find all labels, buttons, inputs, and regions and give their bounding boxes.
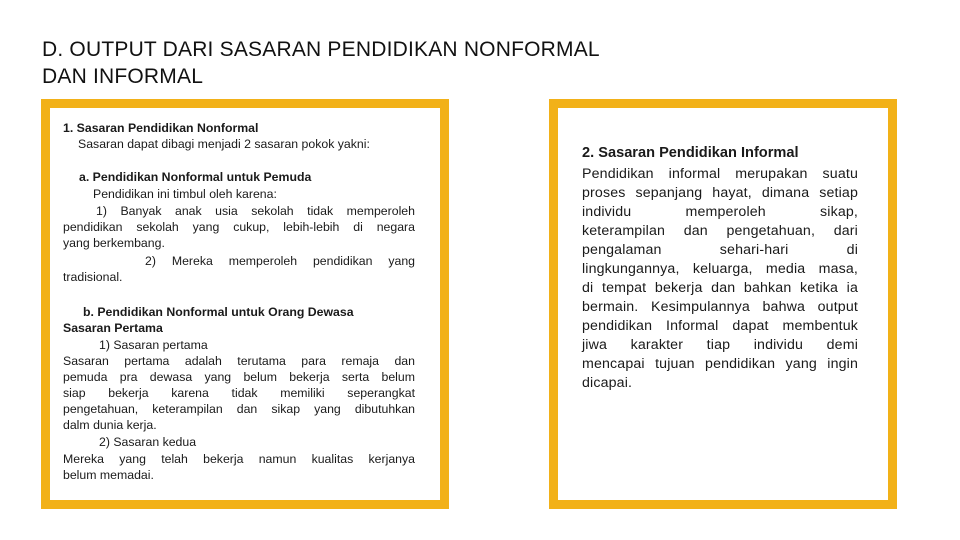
nonformal-intro: Sasaran dapat dibagi menjadi 2 sasaran pokok yakni:: [78, 137, 370, 151]
informal-line: pendidikan Informal dapat membentuk: [582, 318, 858, 334]
section-a-lead: Pendidikan ini timbul oleh karena:: [93, 187, 277, 201]
informal-line: pengalaman sehari-hari di: [582, 242, 858, 258]
section-a-point-1-line-1: 1) Banyak anak usia sekolah tidak memperoleh: [96, 204, 415, 218]
section-b-heading: b. Pendidikan Nonformal untuk Orang Dewasa: [83, 305, 354, 319]
section-a-heading: a. Pendidikan Nonformal untuk Pemuda: [79, 170, 312, 184]
page-title-line-1: D. OUTPUT DARI SASARAN PENDIDIKAN NONFORMAL: [42, 38, 600, 61]
informal-line: dicapai.: [582, 375, 633, 391]
target-2-line-1: Mereka yang telah bekerja namun kualitas kerjanya: [63, 452, 415, 466]
informal-line: jiwa karakter tiap individu demi: [582, 337, 858, 353]
page-title-line-2: DAN INFORMAL: [42, 65, 204, 88]
informal-card: [549, 99, 897, 509]
informal-line: individu memperoleh sikap,: [582, 204, 858, 220]
informal-line: mencapai tujuan pendidikan yang ingin: [582, 356, 858, 372]
section-a-point-1-line-2: pendidikan sekolah yang cukup, lebih-lebih di negara: [63, 220, 415, 234]
section-a-point-2-line-1: 2) Mereka memperoleh pendidikan yang: [145, 254, 415, 268]
section-a-point-2-line-2: tradisional.: [63, 270, 123, 284]
target-1-line-5: dalm dunia kerja.: [63, 418, 157, 432]
nonformal-heading: 1. Sasaran Pendidikan Nonformal: [63, 121, 259, 135]
nonformal-card: [41, 99, 449, 509]
target-1-line-4: pengetahuan, keterampilan dan sikap yang dibutuhkan: [63, 402, 415, 416]
informal-line: Pendidikan informal merupakan suatu: [582, 166, 858, 182]
target-1-line-1: Sasaran pertama adalah terutama para remaja dan: [63, 354, 415, 368]
informal-line: bermain. Kesimpulannya bahwa output: [582, 299, 858, 315]
target-2-line-2: belum memadai.: [63, 468, 154, 482]
target-1-line-3: siap bekerja karena tidak memiliki seperangkat: [63, 386, 415, 400]
section-b-subheading: Sasaran Pertama: [63, 321, 163, 335]
informal-line: di tempat bekerja dan bahkan ketika ia: [582, 280, 858, 296]
target-1-label: 1) Sasaran pertama: [99, 338, 208, 352]
informal-line: lingkungannya, keluarga, media masa,: [582, 261, 858, 277]
target-1-line-2: pemuda pra dewasa yang belum bekerja serta belum: [63, 370, 415, 384]
section-a-point-1-line-3: yang berkembang.: [63, 236, 165, 250]
target-2-label: 2) Sasaran kedua: [99, 435, 197, 449]
page-title: [42, 36, 802, 90]
informal-line: proses sepanjang hayat, dimana setiap: [582, 185, 858, 201]
informal-heading: 2. Sasaran Pendidikan Informal: [582, 145, 799, 161]
informal-line: keterampilan dan pengetahuan, dari: [582, 223, 858, 239]
